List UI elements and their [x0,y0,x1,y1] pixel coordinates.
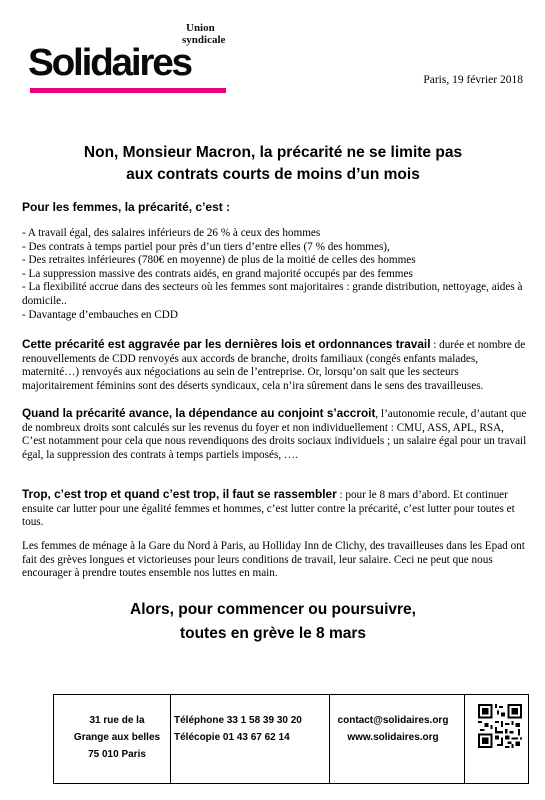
website-link[interactable]: www.solidaires.org [347,732,439,743]
address-line: Grange aux belles [73,732,161,743]
section-heading-precarite: Pour les femmes, la précarité, c’est : [22,200,231,214]
paragraph-text-2: C’est notamment pour cela que nous revendiquons des droits sociaux individuels ; un salaire égal pour un travail égal, la suppression des contrats à temps partiels imposés, …. [22,435,527,461]
list-item: - Des retraites inférieures (780€ en moyenne) de plus de la moitié de celles des hommes [22,254,416,267]
paragraph-rassembler [22,488,527,530]
precarite-list [22,227,527,322]
qr-code-icon [478,704,522,748]
paragraph-text: : durée et nombre de renouvellements de CDD renvoyés aux accords de branche, droits familiaux (congés enfants malades, maternité…) renvoyés aux négociations au sein de l’entreprise. Or, lorsqu’on sait que les secteurs majoritairement féminins sont des déserts syndicaux, cela n’ira sûrement dans le sens des travailleuses. [22,339,526,392]
solidaires-logo [28,22,238,92]
list-item: - Davantage d’embauches en CDD [22,308,178,321]
footer-divider [170,695,171,783]
paragraph-text: Les femmes de ménage à la Gare du Nord à Paris, au Holliday Inn de Clichy, des travailleuses dans les Epad ont fait des grèves longues et victorieuses pour leurs conditions de travail, leur salaire. Ceci ne peut que nous encourager à prendre toutes ensemble nos luttes en main. [22,540,525,580]
telephone-number: Téléphone 33 1 58 39 30 20 [174,715,302,726]
logo-union-text: Union [186,22,215,34]
page-title [18,142,528,186]
list-item: - A travail égal, des salaires inférieurs de 26 % à ceux des hommes [22,227,321,239]
footer-divider [329,695,330,783]
fax-number: Télécopie 01 43 67 62 14 [174,732,290,743]
title-line-1: Non, Monsieur Macron, la précarité ne se limite pas [83,144,463,161]
logo-pink-bar [30,88,226,93]
contact-footer [53,694,529,784]
footer-address [62,712,172,763]
paragraph-greves [22,540,527,581]
list-item: - La suppression massive des contrats aidés, en grand majorité occupés par des femmes [22,267,413,280]
closing-line-1: Alors, pour commencer ou poursuivre, [130,601,416,618]
address-line: 31 rue de la [89,715,145,726]
closing-call [18,598,528,646]
paragraph-lead: Cette précarité est aggravée par les dernières lois et ordonnances travail [22,337,431,351]
list-item: - Des contrats à temps partiel pour près d’un tiers d’entre elles (7 % des hommes), [22,240,390,253]
logo-syndicale-text: syndicale [182,34,226,46]
footer-web [332,712,454,746]
email-link[interactable]: contact@solidaires.org [337,715,449,726]
footer-phones [174,712,302,746]
paragraph-text: , l’autonomie recule, d’autant que de nombreux droits sont calculés sur les revenus du foyer et non individuellement : CMU, ASS, APL, RSA, [22,408,527,434]
footer-divider [464,695,465,783]
address-line: 75 010 Paris [88,749,146,760]
paragraph-lois-travail [22,338,527,393]
closing-line-2: toutes en grève le 8 mars [179,625,367,642]
logo-wordmark: Solidaires [28,42,191,84]
paragraph-lead: Quand la précarité avance, la dépendance au conjoint s’accroit [22,406,376,420]
document-date: Paris, 19 février 2018 [423,74,523,86]
paragraph-lead: Trop, c’est trop et quand c’est trop, il faut se rassembler [22,487,337,501]
paragraph-dependance [22,407,527,462]
paragraph-text: : pour le 8 mars d’abord. Et continuer ensuite car lutter pour une égalité femmes et hommes, c’est lutter contre la précarité, c’est lutter pour toutes et tous. [22,489,515,529]
title-line-2: aux contrats courts de moins d’un mois [126,166,420,183]
list-item: - La flexibilité accrue dans des secteurs où les femmes sont majoritaires : grande distribution, nettoyage, aides à domicile.. [22,281,523,307]
